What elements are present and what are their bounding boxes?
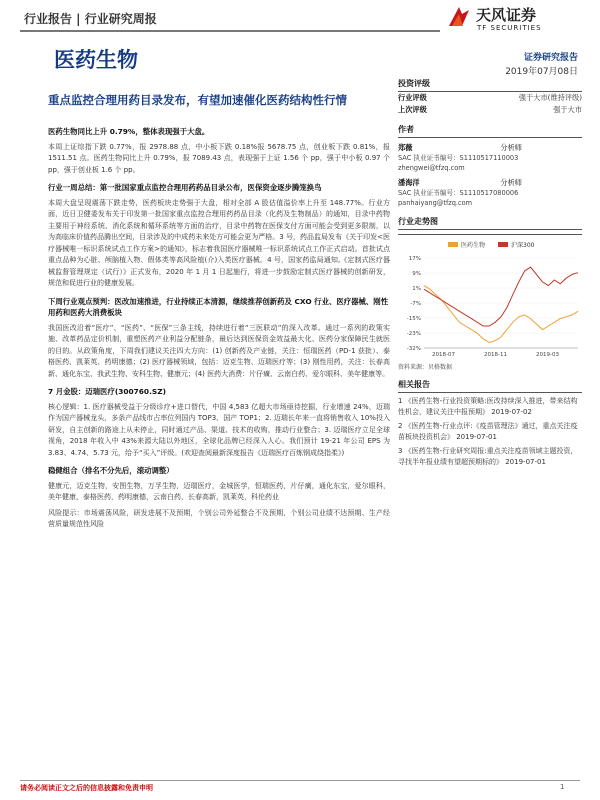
report-date: 2019年07月08日 bbox=[505, 67, 578, 77]
related-reports bbox=[398, 396, 582, 468]
sidebar bbox=[398, 78, 582, 471]
x-tick-label: 2019-03 bbox=[536, 352, 559, 358]
x-tick-label: 2018-11 bbox=[484, 352, 507, 358]
trend-chart-svg bbox=[398, 238, 582, 360]
y-tick-label: -32% bbox=[406, 346, 421, 352]
related-section-title: 相关报告 bbox=[398, 379, 582, 393]
section-paragraph: 健康元，迈克生物，安图生物，万孚生物，迈瑞医疗，金城医学，恒瑞医药，片仔癀，通化东宝，爱尔眼科，美年健康，泰格医药，药明康德，云南白药，长春高新，凯莱英，科伦药业 bbox=[48, 481, 390, 501]
author-email: panhaiyang@tfzq.com bbox=[398, 199, 473, 207]
report-category: 证券研究报告 bbox=[523, 53, 578, 63]
series-line-医药生物 bbox=[424, 286, 578, 343]
legend-swatch bbox=[498, 242, 508, 247]
logo-mark-icon bbox=[446, 4, 472, 30]
page-number: 1 bbox=[560, 783, 565, 791]
y-tick-label: 9% bbox=[412, 271, 421, 277]
rating-value: 强于大市(维持评级) bbox=[518, 93, 582, 102]
section-title: 下周行业观点预判：医改加速推进，行业持续正本清源，继续推荐创新药及 CXO 行业、医疗器械、刚性用药和医药大消费板块 bbox=[48, 296, 389, 317]
y-tick-label: -23% bbox=[406, 331, 421, 337]
y-tick-label: 1% bbox=[412, 286, 421, 292]
section-paragraph: 本周上证综指下跌 0.77%，报 2978.88 点，中小板下跌 0.18%报 5678.75 点，创业板下跌 0.81%，报 1511.51 点。医药生物同比上升 0.79%，报 7089.43 点，表现强于上证 1.56 个 pp，强于中小板 0.97 个 pp，强于创业板 1.6 个 pp。 bbox=[48, 142, 390, 174]
company-logo bbox=[446, 2, 586, 38]
author-sac: SAC 执业证书编号：S1110517110003 bbox=[398, 154, 519, 162]
author-name: 潘海洋 bbox=[398, 178, 420, 187]
section-paragraph: 核心逻辑：1. 医疗器械受益于分级诊疗+进口替代，中国 4,583 亿超大市场亟待挖掘，行业增速 24%，迈瑞作为国产器械龙头，多条产品线市占率位列国内 TOP3、国产 TOP1；2. 迈瑞长年来一直将销售收入 10%投入研发，自主创新的路途上从未停止，同时通过产品、渠道、技术的收购，推动行业整合；3. 迈瑞医疗立足全球视角，2018 年收入中 43%来源大陆以外地区，全球化品牌已经深入人心。我们预计 19-21 年公司 EPS 为 3.83、4.74、5.73 元，给予“买入”评级。(欢迎查阅最新深度报告《迈瑞医疗百炼钢成绕指柔》) bbox=[48, 402, 390, 457]
rating-label: 上次评级 bbox=[398, 105, 427, 114]
section-paragraph: 风险提示：市场震荡风险，研发进展不及预期，个别公司外延整合不及预期，个别公司业绩不达预期、生产经营质量规范性风险 bbox=[48, 508, 390, 528]
author-sac: SAC 执业证书编号：S1110517080006 bbox=[398, 189, 519, 197]
chart-source: 资料来源：贝格数据 bbox=[398, 364, 453, 371]
rating-value: 强于大市 bbox=[553, 105, 582, 114]
header-divider bbox=[20, 30, 440, 32]
legend-label: 沪深300 bbox=[511, 242, 535, 249]
report-type-label: 行业报告 | 行业研究周报 bbox=[24, 12, 157, 26]
rating-row bbox=[398, 92, 582, 104]
headline: 重点监控合理用药目录发布，有望加速催化医药结构性行情 bbox=[48, 93, 347, 107]
section-paragraph: 我国医改沿着“医疗”、“医药”、“医保”三条主线，持续进行着“三医联动”的深入改革。通过一系列的政策实施、改革药品定价机制，重塑医药产业利益分配链条，最后达到医保资金效益最大化、医药分家保障民生就医的目的。从政策角度，下周我们建议关注四大方向：(1) 创新药及产业链，关注：恒瑞医药（PD-1 获批）、泰格医药、凯莱英、药明康德；(2) 医疗器械领域，包括：迈克生物、迈瑞医疗等；(3) 刚性用药，关注：长春高新、通化东宝、我武生物、安科生物、健康元；(4) 医药大消费：片仔癀、云南白药、爱尔眼科、美年健康等。 bbox=[48, 323, 390, 378]
y-tick-label: 17% bbox=[408, 256, 421, 262]
section-title: 稳健组合（排名不分先后，滚动调整） bbox=[48, 466, 174, 475]
section-title: 行业一周总结：第一批国家重点监控合理用药药品目录公布，医保资金逐步腾笼换鸟 bbox=[48, 183, 322, 192]
y-tick-label: -15% bbox=[406, 316, 421, 322]
series-line-沪深300 bbox=[424, 267, 578, 326]
author-section-title: 作者 bbox=[398, 124, 582, 138]
author-email: zhengwei@tfzq.com bbox=[398, 164, 465, 172]
rating-row bbox=[398, 104, 582, 116]
author-title: 分析师 bbox=[500, 143, 522, 152]
y-tick-label: -7% bbox=[410, 301, 421, 307]
logo-cn: 天风证券 bbox=[476, 6, 537, 24]
legend-swatch bbox=[448, 242, 458, 247]
section-title: 医药生物同比上升 0.79%，整体表现强于大盘。 bbox=[48, 127, 210, 136]
trend-chart bbox=[398, 234, 582, 371]
author-row bbox=[398, 143, 582, 153]
related-report-item: 2 《医药生物-行业点评:《疫苗管理法》通过，重点关注疫苗板块投资机会》 2019-07-01 bbox=[398, 422, 578, 441]
related-report-item: 3 《医药生物-行业研究周报:重点关注疫苗领域主题投资，寻找半年报业绩有望超预期标的》 2019-07-01 bbox=[398, 447, 578, 466]
author-title: 分析师 bbox=[500, 178, 522, 187]
industry-title: 医药生物 bbox=[54, 48, 138, 72]
footer-divider bbox=[20, 780, 580, 781]
rating-section-title: 投资评级 bbox=[398, 78, 582, 92]
main-content bbox=[48, 120, 390, 531]
related-report-item: 1 《医药生物-行业投资策略:医改持续深入推进，带来结构性机会，建议关注中报预期》 2019-07-02 bbox=[398, 397, 578, 416]
rating-label: 行业评级 bbox=[398, 93, 427, 102]
chart-section-title: 行业走势图 bbox=[398, 216, 582, 230]
logo-en: TF SECURITIES bbox=[477, 24, 542, 32]
section-paragraph: 本周大盘呈现震荡下跌走势，医药板块走势强于大盘，相对全部 A 股估值溢价率上升至 148.77%。行业方面，近日卫健委发布关于印发第一批国家重点监控合理用药药品目录（化药及生物制品）的通知，目录中药物主要用于神经系统、消化系统和循环系统等方面的治疗，目录中药物在医保支付方面可能会受到更多限制，以为高临床价值药品腾出空间，目录涉及的中成药未来处方可能会更为严格。3 号，药品监局发布《关于印发<医疗器械唯一标识系统试点工作方案>的通知》，标志着我国医疗器械唯一标识系统试点工作正式启动。首批试点重点品种为心脏、颅脑植入物、假体类等高风险植(介)入类医疗器械。4 号，国家药监局通知,《定制式医疗器械监督管理规定（试行）》正式发布，2020 年 1 月 1 日起施行，将进一步鼓励定制式医疗器械的创新研发，规范和促进行业的健康发展。 bbox=[48, 198, 390, 287]
author-name: 郑薇 bbox=[398, 143, 413, 152]
authors-list bbox=[398, 143, 582, 208]
legend-label: 医药生物 bbox=[461, 242, 486, 249]
author-row bbox=[398, 178, 582, 188]
footer-disclaimer: 请务必阅读正文之后的信息披露和免责申明 bbox=[20, 784, 153, 792]
section-title: 7 月金股：迈瑞医疗(300760.SZ) bbox=[48, 387, 166, 396]
x-tick-label: 2018-07 bbox=[432, 352, 455, 358]
ratings-list bbox=[398, 92, 582, 116]
